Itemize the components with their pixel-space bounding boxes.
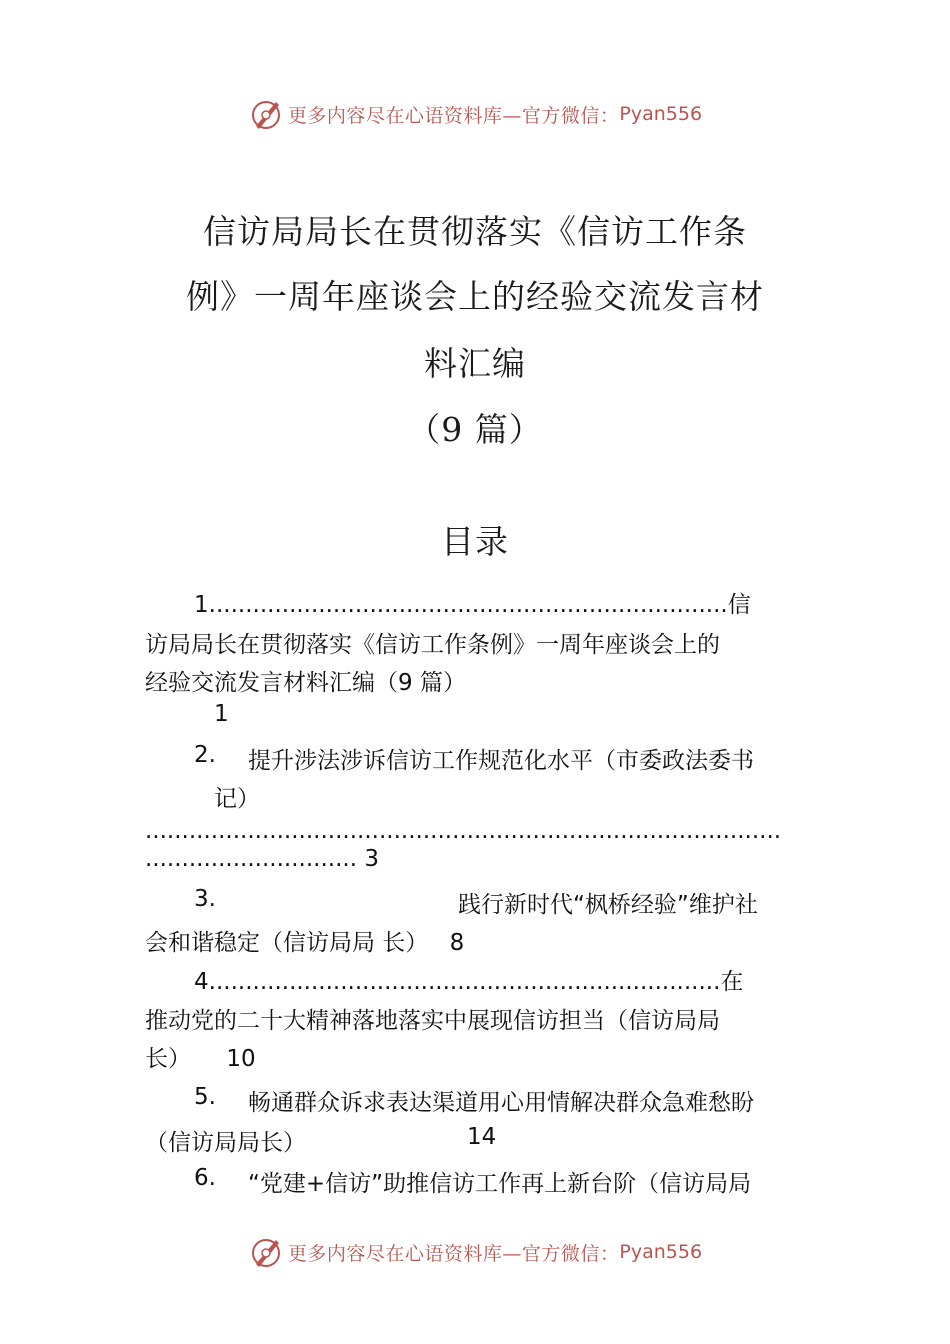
toc-item-3-page: 8: [449, 930, 465, 956]
toc-item-1-page: 1: [214, 701, 229, 727]
toc-item-6[interactable]: [194, 1165, 216, 1191]
pen-logo-icon: [248, 96, 284, 132]
toc-item-6-num: 6.: [194, 1165, 216, 1191]
toc-leader-dots: .....................................................................: [215, 969, 721, 995]
toc-item-4-page: 10: [226, 1046, 256, 1072]
toc-item-4-line-2: 推动党的二十大精神落地落实中展现信访担当（信访局局: [145, 1008, 720, 1034]
toc-item-6-line-1: “党建+信访”助推信访工作再上新台阶（信访局局: [248, 1171, 752, 1197]
toc-item-5-line-2: （信访局局长）: [145, 1130, 306, 1156]
toc-item-4-lead: 在: [720, 969, 744, 995]
toc-heading: 目录: [441, 522, 509, 561]
banner-text: 更多内容尽在心语资料库—官方微信：: [287, 104, 620, 127]
toc-item-5-num: 5.: [194, 1084, 216, 1110]
toc-item-2-num: 2.: [194, 742, 216, 768]
footer-banner: [0, 1232, 950, 1272]
toc-item-3-num: 3.: [194, 886, 216, 912]
toc-item-4-num: 4.: [194, 969, 216, 995]
banner-text: 更多内容尽在心语资料库—官方微信：: [287, 1242, 620, 1265]
toc-item-4-line-3: [145, 1040, 256, 1073]
toc-item-5-page: 14: [467, 1124, 497, 1150]
toc-item-3-line-1: 践行新时代“枫桥经验”维护社: [458, 892, 758, 918]
toc-item-1-line-2: 访局局长在贯彻落实《信访工作条例》一周年座谈会上的: [145, 632, 720, 658]
toc-leader-dots: ......................................................................: [215, 592, 728, 618]
toc-item-3-text: 会和谐稳定（信访局局 长）: [145, 930, 429, 956]
banner-wechat-id: Pyan556: [619, 1241, 703, 1263]
toc-item-5[interactable]: [194, 1084, 216, 1110]
toc-item-1-num: 1.: [194, 592, 216, 618]
toc-item-4[interactable]: [194, 963, 743, 996]
doc-title-line-1: 信访局局长在贯彻落实《信访工作条: [203, 212, 747, 251]
header-banner: [0, 94, 950, 134]
toc-item-3[interactable]: [194, 886, 216, 912]
banner-wechat-id: Pyan556: [619, 103, 703, 125]
toc-leader-dots: .......................................................................................: [145, 818, 782, 844]
toc-item-2-tail: [145, 846, 379, 872]
toc-item-2[interactable]: [194, 742, 216, 768]
toc-item-5-line-1: 畅通群众诉求表达渠道用心用情解决群众急难愁盼: [248, 1090, 754, 1116]
toc-item-1-lead: 信: [727, 592, 751, 618]
toc-leader-dots: .............................: [145, 846, 358, 872]
toc-item-1[interactable]: [194, 586, 751, 619]
toc-item-1-line-3: 经验交流发言材料汇编（9 篇）: [145, 670, 466, 696]
pen-logo-icon: [248, 1234, 284, 1270]
toc-item-4-text: 长）: [145, 1046, 191, 1072]
doc-title-count: （9 篇）: [407, 410, 543, 449]
toc-item-2-page: 3: [364, 846, 379, 872]
toc-item-2-line-1: 提升涉法涉诉信访工作规范化水平（市委政法委书: [248, 748, 754, 774]
toc-item-2-line-2: 记）: [214, 786, 260, 812]
doc-title-line-2: 例》一周年座谈会上的经验交流发言材: [186, 277, 764, 316]
doc-title-line-3: 料汇编: [424, 344, 526, 383]
toc-item-3-line-2: [145, 924, 464, 957]
